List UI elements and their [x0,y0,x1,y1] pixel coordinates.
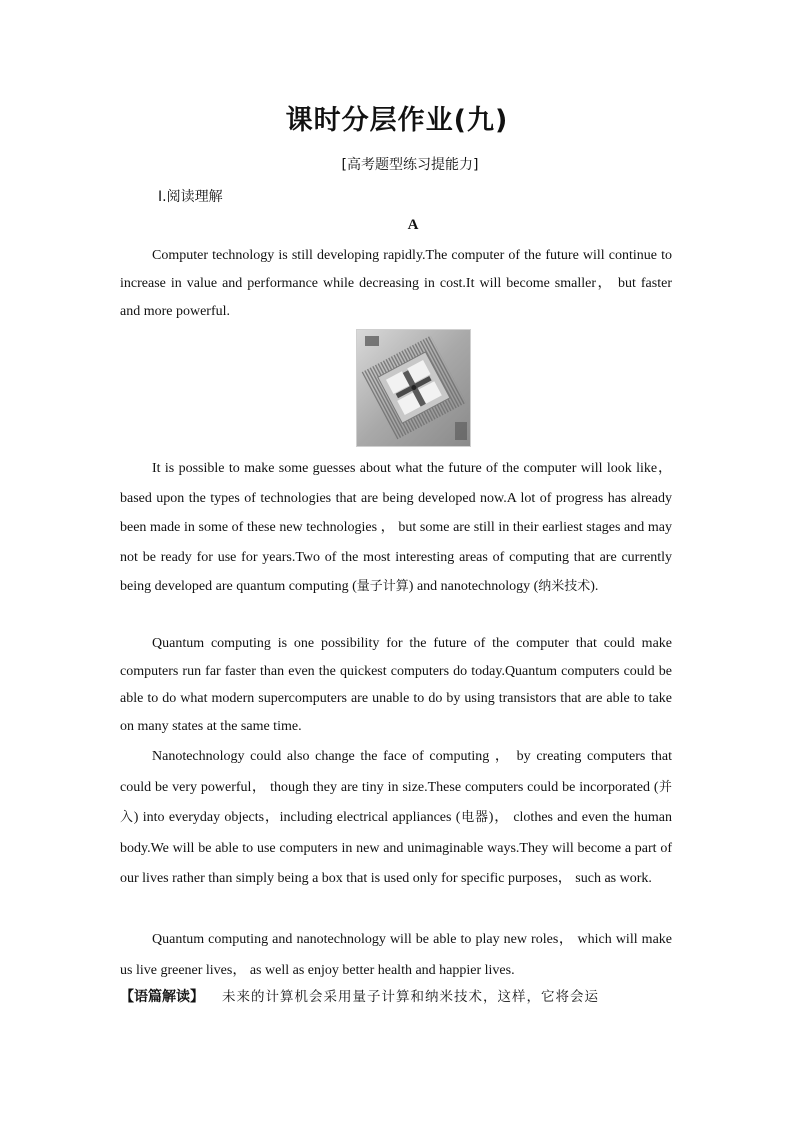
paragraph-4-text-a: Nanotechnology could also change the face of computing ， by creating computers that could be very powerful， though they are tiny in size.These computers could be incorporated ( [120,749,672,795]
paragraph-5: Quantum computing and nanotechnology will be able to play new roles， which will make us live greener lives， as well as enjoy better health and happier lives. [120,932,672,978]
section-heading: Ⅰ.阅读理解 [158,189,223,205]
page-subtitle: [高考题型练习提能力] [341,157,479,173]
paragraph-4-gloss-appliance: 电器 [460,810,489,826]
microchip-photo-icon [357,330,470,446]
paragraph-4 [120,742,672,895]
paragraph-2-text-b: ) and nanotechnology ( [408,579,539,594]
paragraph-4-gloss-incorporate: 并入 [120,779,672,826]
paragraph-4-text-c: )， clothes and even the human body.We will be able to use computers in new and unimaginable ways.They will become a part of our lives rather than simply being a box that is used only for specific purposes， such as work. [120,810,672,887]
paragraph-2-text-c: ). [590,579,599,594]
paragraph-2 [120,454,672,602]
paragraph-2-text-a: It is possible to make some guesses about what the future of the computer will look like， based upon the types of technologies that are being developed now.A lot of progress has already been made in some of these new technologies ， but some are still in their earliest stages and may not be ready for use for years.Two of the most interesting areas of computing that are currently being developed are quantum computing ( [120,461,672,594]
microchip-image [356,329,471,447]
paragraph-2-gloss-quantum: 量子计算 [356,579,409,594]
passage-label: A [407,217,419,233]
page-title: 课时分层作业(九) [285,105,509,136]
passage-analysis-label: 【语篇解读】 [120,989,204,1005]
paragraph-1: Computer technology is still developing rapidly.The computer of the future will continue to increase in value and performance while decreasing in cost.It will become smaller， but faster and more powerful. [120,248,672,319]
paragraph-4-text-b: ) into everyday objects，including electrical appliances ( [133,810,461,826]
paragraph-3: Quantum computing is one possibility for the future of the computer that could make computers run far faster than even the quickest computers do today.Quantum computers could be able to do what modern supercomputers are unable to do by using transistors that are able to take on many states at the same time. [120,636,672,735]
passage-analysis [120,987,680,1007]
paragraph-2-gloss-nano: 纳米技术 [538,579,591,594]
passage-analysis-text: 未来的计算机会采用量子计算和纳米技术，这样，它将会运 [222,989,599,1005]
